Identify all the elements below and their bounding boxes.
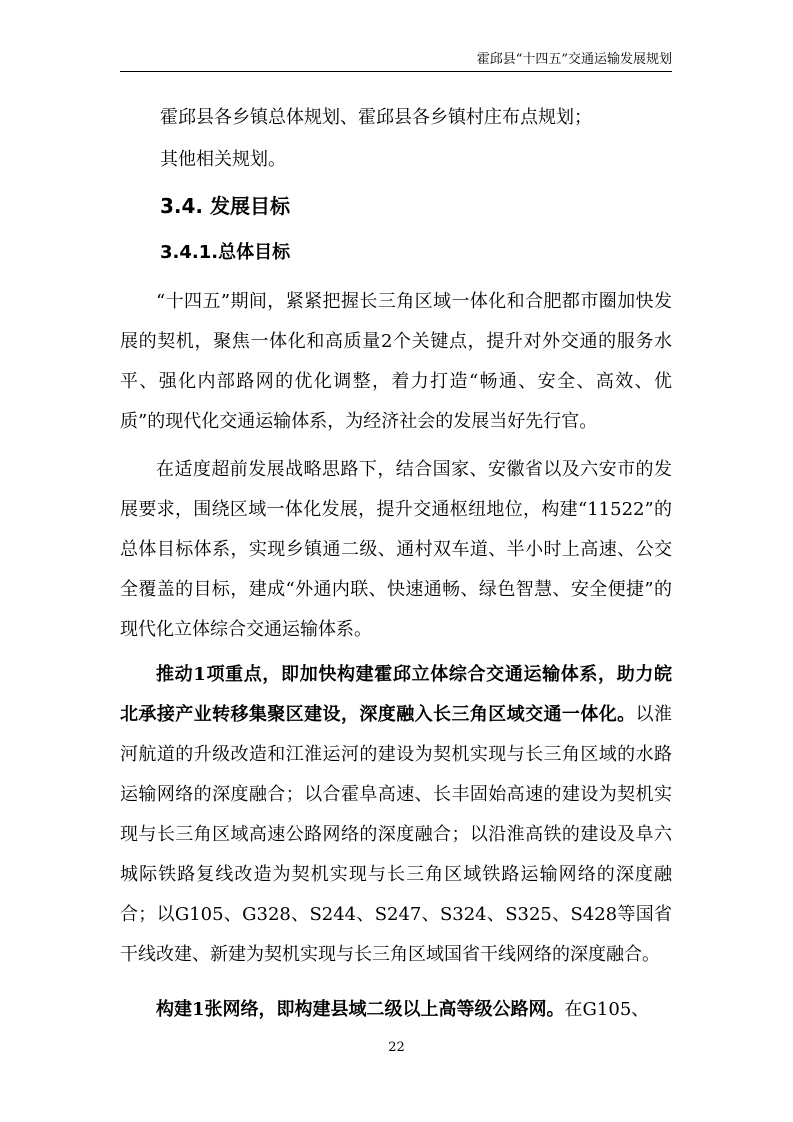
plan-reference-line: 霍邱县各乡镇总体规划、霍邱县各乡镇村庄布点规划； — [160, 107, 592, 128]
paragraph-body-text: 以淮河航道的升级改造和江淮运河的建设为契机实现与长三角区域的水路运输网络的深度融合；以合霍阜高速、长丰固始高速的建设为契机实现与长三角区域高速公路网络的深度融合；以沿淮高铁的建设及阜六城际铁路复线改造为契机实现与长三角区域铁路运输网络的深度融合；以G105、G328、S244、S247、S324、S325、S428等国省干线改建、新建为契机实现与长三角区域国省干线网络的深度融合。 — [120, 704, 673, 965]
plan-reference-line: 其他相关规划。 — [160, 149, 286, 170]
paragraph-lead-bold: 推动1项重点，即加快构建霍邱立体综合交通运输体系，助力皖北承接产业转移集聚区建设，深度融入长三角区域交通一体化。 — [120, 664, 672, 725]
subsection-heading: 3.4.1.总体目标 — [160, 242, 291, 263]
paragraph-key-focus — [120, 655, 672, 975]
section-heading: 3.4. 发展目标 — [160, 194, 290, 218]
running-header: 霍邱县“十四五”交通运输发展规划 — [476, 52, 672, 67]
header-divider — [120, 71, 672, 72]
paragraph-overview: “十四五”期间，紧紧把握长三角区域一体化和合肥都市圈加快发展的契机，聚焦一体化和高质量2个关键点，提升对外交通的服务水平、强化内部路网的优化调整，着力打造“畅通、安全、高效、优质”的现代化交通运输体系，为经济社会的发展当好先行官。 — [120, 291, 672, 432]
page-number: 22 — [388, 1040, 405, 1055]
paragraph-road-network — [120, 990, 672, 1030]
paragraph-lead-bold: 构建1张网络，即构建县域二级以上高等级公路网。 — [156, 999, 565, 1020]
paragraph-target-system: 在适度超前发展战略思路下，结合国家、安徽省以及六安市的发展要求，围绕区域一体化发展，提升交通枢纽地位，构建“11522”的总体目标体系，实现乡镇通二级、通村双车道、半小时上高速、公交全覆盖的目标，建成“外通内联、快速通畅、绿色智慧、安全便捷”的现代化立体综合交通运输体系。 — [120, 459, 672, 640]
paragraph-body-text: 在G105、 — [564, 999, 650, 1020]
